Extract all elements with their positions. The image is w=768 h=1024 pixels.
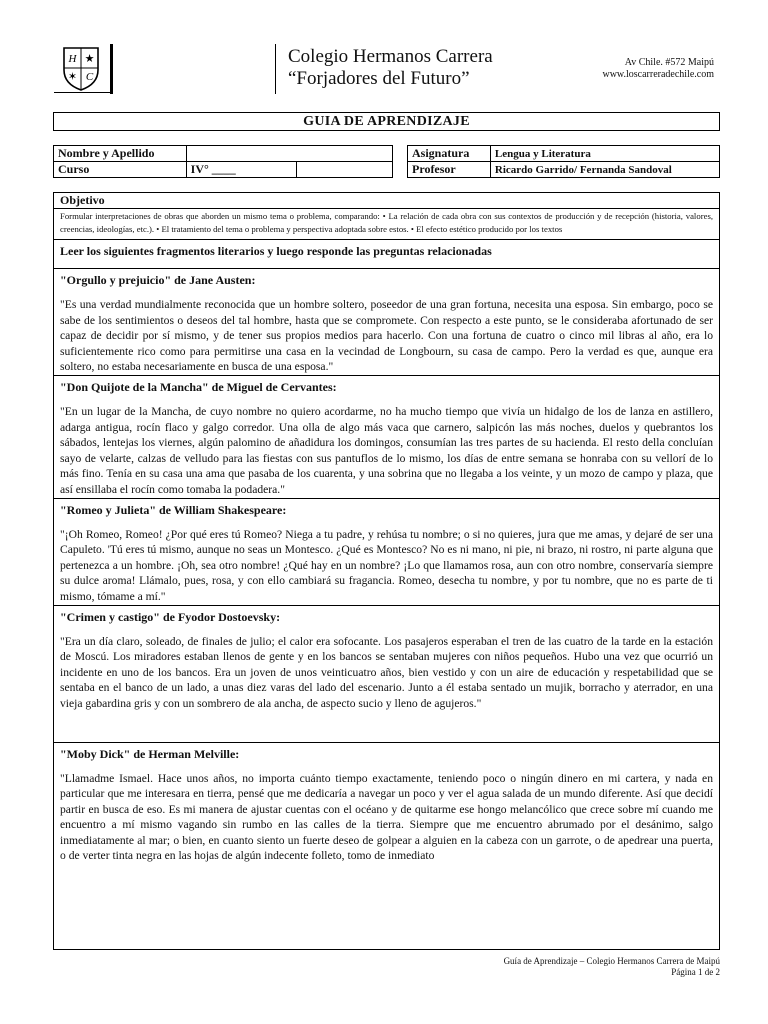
student-info-table	[53, 145, 393, 178]
fragment-section	[54, 268, 719, 375]
fragment-text: "Es una verdad mundialmente reconocida que un hombre soltero, poseedor de una gran fortuna, necesita una esposa. Sin embargo, poco se sabe de los sentimientos o deseos del tal hombre, hasta que se compromete. Con respecto a este punto, se le consideraba afortunado de ser capaz de decidir por sí mismo, y de tener sus propios medios para hacerlo. Con una fortuna de cuatro o cinco mil libras al año, era lo suficientemente rico como para permitirse una casa en la vecindad de Longbourn, su casa de campo. Pero la verdad es que, aunque era soltero, no estaba necesariamente en busca de una esposa."	[60, 298, 713, 374]
footer-title: Guía de Aprendizaje – Colegio Hermanos Carrera de Maipú	[503, 956, 720, 966]
header-divider	[110, 44, 113, 94]
course-extra-cell	[297, 162, 393, 178]
school-motto: “Forjadores del Futuro”	[288, 68, 470, 89]
instructions: Leer los siguientes fragmentos literarios y luego responde las preguntas relacionadas	[54, 239, 719, 268]
objective-text: Formular interpretaciones de obras que aborden un mismo tema o problema, comparando: • La relación de cada obra con sus contextos de producción y de recepción (historia, valores, creencias, ideologías, etc.). • El tratamiento del tema o problema y perspectiva adoptada sobre estos. • El efecto estético producido por los textos	[54, 208, 719, 239]
document-header	[52, 42, 720, 96]
school-website: www.loscarreradechile.com	[602, 69, 714, 80]
subject-label: Asignatura	[408, 146, 491, 162]
fragment-title: "Don Quijote de la Mancha" de Miguel de Cervantes:	[60, 379, 337, 394]
page-footer	[504, 956, 720, 978]
svg-text:✶: ✶	[67, 71, 78, 83]
header-divider	[275, 44, 276, 94]
fragment-text: "Era un día claro, soleado, de finales de julio; el calor era sofocante. Los pasajeros esperaban el tren de las cuatro de la tarde en la estación de Moscú. Los miradores estaban llenos de gente y en los bancos se sentaban mujeres con niños pequeños. Hubo una vez que ocurrió un incidente en uno de los bancos. Era un joven de unos veinticuatro años, bien vestido y con un aire de educación y respetabilidad que se sentaba en el banco de un lado, a unas diez varas del lado del escenario. Junto a él estaba sentado un mujik, borracho y aterrador, en una vieja gabardina gris y con un sombrero de ala ancha, de aspecto sucio y lleno de agujeros."	[60, 634, 713, 710]
fragment-title: "Orgullo y prejuicio" de Jane Austen:	[60, 273, 256, 287]
guide-content	[53, 192, 720, 950]
header-divider	[54, 92, 112, 93]
course-label: Curso	[54, 162, 187, 178]
school-address: Av Chile. #572 Maipú	[624, 57, 714, 68]
subject-info-table	[407, 145, 720, 178]
fragment-section	[54, 742, 719, 865]
teacher-label: Profesor	[408, 162, 491, 178]
crest-letter-c: C	[85, 71, 94, 83]
name-field[interactable]	[186, 146, 392, 162]
subject-value: Lengua y Literatura	[490, 146, 719, 162]
fragment-title: "Moby Dick" de Herman Melville:	[60, 746, 240, 761]
fragment-section	[54, 375, 719, 498]
school-contact	[602, 57, 714, 81]
school-name: Colegio Hermanos Carrera	[288, 46, 493, 67]
fragment-text: "Llamadme Ismael. Hace unos años, no importa cuánto tiempo exactamente, teniendo poco o ningún dinero en mi cartera, y nada en particular que me interesara en tierra, pensé que me dedicaría a navegar un poco y ver el agua salada de un mundo diferente. Así que decidí partir en busca de eso. Es mi manera de ajustar cuentas con el océano y de quitarme ese hongo melancólico que crece sobre mí cuando me encuentro a mí mismo vagando sin rumbo en las calles de la tierra. Siempre que me encuentro abrumado por el desánimo, salgo inmediatamente al mar; o bien, en cuanto siento un fuerte deseo de golpear a alguien en la cabeza con un garrote, o de apedrear una puerta, o de verter tinta negra en las hojas de algún indecente folleto, tomo de inmediato	[60, 771, 713, 863]
crest-letter-h: H	[68, 53, 77, 65]
school-crest-icon	[62, 46, 100, 92]
fragment-title: "Crimen y castigo" de Fyodor Dostoevsky:	[60, 609, 281, 624]
page-title: GUIA DE APRENDIZAJE	[53, 112, 720, 131]
page-number: Página 1 de 2	[671, 967, 720, 977]
fragment-title: "Romeo y Julieta" de William Shakespeare:	[60, 502, 287, 517]
teacher-value: Ricardo Garrido/ Fernanda Sandoval	[490, 162, 719, 178]
fragment-text: "En un lugar de la Mancha, de cuyo nombre no quiero acordarme, no ha mucho tiempo que vivía un hidalgo de los de lanza en astillero, adarga antigua, rocín flaco y galgo corredor. Una olla de algo más vaca que carnero, salpicón las más noches, duelos y quebrantos los sábados, lentejas los viernes, algún palomino de añadidura los domingos, consumían las tres partes de su hacienda. El resto della concluían sayo de velarte, calzas de velludo para las fiestas con sus pantuflos de lo mismo, los días de entre semana se honraba con su vellorí de lo más fino. Tenía en su casa una ama que pasaba de los cuarenta, y una sobrina que no llegaba a los veinte, y un mozo de campo y plaza, que así ensillaba el rocín como tomaba la podadera."	[60, 404, 713, 496]
fragment-text: "¡Oh Romeo, Romeo! ¿Por qué eres tú Romeo? Niega a tu padre, y rehúsa tu nombre; o si no quieres, jura que me amas, y dejaré de ser una Capuleto. 'Tú eres tú mismo, aunque no seas un Montesco. ¿Qué es Montesco? No es ni mano, ni pie, ni brazo, ni rostro, ni parte alguna que pertenezca a un hombre. ¡Oh, sea otro nombre! ¿Qué hay en un nombre? ¡Lo que llamamos rosa, aun con otro nombre, conservaría siempre su dulce aroma! Llámalo, pues, rosa, y con ello cambiará su fragancia. Romeo, desecha tu nombre, y por tu nombre, que no es parte de ti mismo, tómame a mí."	[60, 527, 713, 603]
name-label: Nombre y Apellido	[54, 146, 187, 162]
fragment-section	[54, 498, 719, 605]
fragment-section	[54, 605, 719, 742]
svg-text:★: ★	[84, 53, 95, 65]
course-field[interactable]: IV° ____	[186, 162, 297, 178]
objective-label: Objetivo	[60, 193, 105, 207]
